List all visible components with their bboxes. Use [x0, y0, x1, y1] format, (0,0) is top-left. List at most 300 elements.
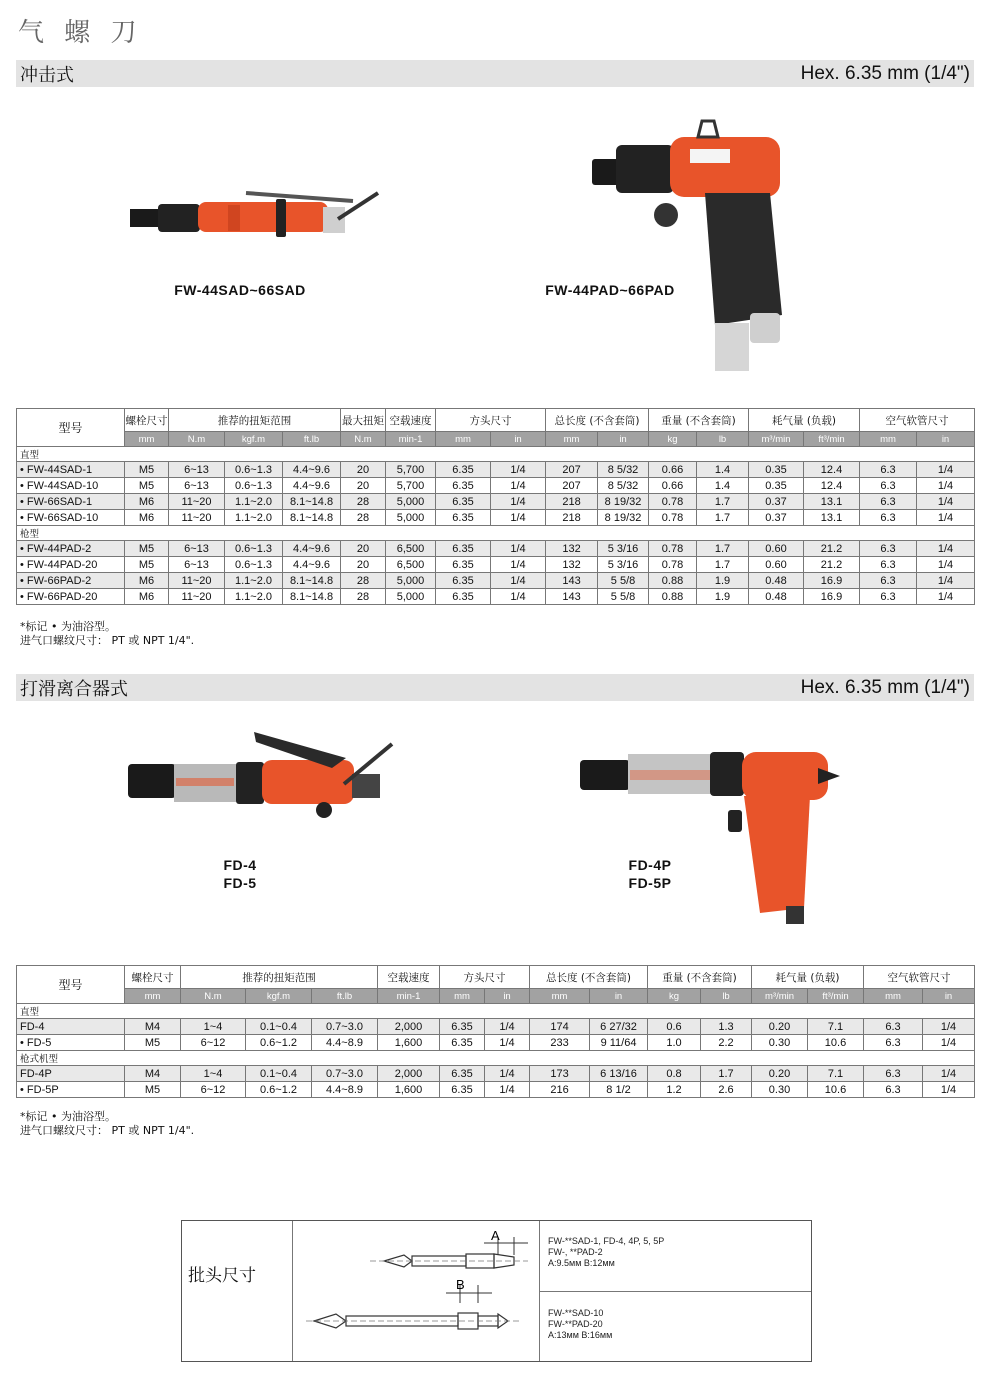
model-cell: • FD-5P — [17, 1082, 125, 1098]
table-cell: 132 — [546, 541, 598, 557]
table-cell: 5 3/16 — [598, 541, 649, 557]
table-cell: M5 — [125, 1082, 181, 1098]
table-cell: 1/4 — [923, 1066, 975, 1082]
tool-caption: FW-44PAD~66PAD — [545, 282, 675, 298]
model-cell: • FW-44SAD-10 — [17, 478, 125, 494]
table-cell: 0.1~0.4 — [246, 1066, 312, 1082]
group-label: 直型 — [17, 1004, 975, 1019]
hex-size: Hex. 6.35 mm (1/4") — [800, 62, 970, 84]
table-cell: M4 — [125, 1019, 181, 1035]
table-cell: 0.35 — [749, 478, 804, 494]
table-cell: M5 — [125, 557, 169, 573]
table-cell: 0.6~1.3 — [225, 557, 283, 573]
table-cell: 0.78 — [649, 557, 697, 573]
hex-size: Hex. 6.35 mm (1/4") — [800, 676, 970, 698]
table-cell: 0.60 — [749, 557, 804, 573]
col-torque: 推荐的扭矩范围 — [169, 409, 341, 432]
table-cell: 6 27/32 — [590, 1019, 648, 1035]
table-cell: 4.4~8.9 — [312, 1082, 378, 1098]
table-cell: 6,500 — [386, 557, 436, 573]
table-cell: 28 — [341, 510, 386, 526]
model-cell: • FW-66SAD-10 — [17, 510, 125, 526]
table-cell: 4.4~9.6 — [283, 557, 341, 573]
table-cell: 1/4 — [485, 1019, 530, 1035]
footnote: *标记 • 为油浴型。 — [20, 1110, 116, 1123]
table-row — [17, 462, 975, 478]
table-cell: M6 — [125, 494, 169, 510]
table-cell: 11~20 — [169, 494, 225, 510]
table-row — [17, 1082, 975, 1098]
table-cell: 1.7 — [697, 494, 749, 510]
table-cell: 1/4 — [923, 1035, 975, 1051]
table-cell: 1~4 — [181, 1066, 246, 1082]
unit-cell: in — [491, 432, 546, 447]
table-cell: 1.4 — [697, 478, 749, 494]
table-cell: 1/4 — [917, 589, 975, 605]
unit-cell: ft³/min — [804, 432, 860, 447]
table-cell: 1.1~2.0 — [225, 510, 283, 526]
table-cell: 0.30 — [752, 1082, 808, 1098]
table-cell: 8.1~14.8 — [283, 573, 341, 589]
table-cell: 8 1/2 — [590, 1082, 648, 1098]
table-cell: 6.35 — [436, 478, 491, 494]
col-square: 方头尺寸 — [440, 966, 530, 989]
table-cell: 6.3 — [860, 494, 917, 510]
bit-spec-line: A:9.5мм B:12мм — [548, 1258, 615, 1268]
unit-cell: ft.lb — [283, 432, 341, 447]
table-cell: 5 3/16 — [598, 557, 649, 573]
footnote: 进气口螺纹尺寸： PT 或 NPT 1/4". — [20, 634, 195, 647]
table-cell: 12.4 — [804, 478, 860, 494]
table-cell: 1/4 — [491, 573, 546, 589]
unit-cell: m³/min — [749, 432, 804, 447]
tool-caption: FD-4 — [223, 857, 257, 873]
table-cell: 1.1~2.0 — [225, 494, 283, 510]
dim-b-label: B — [456, 1277, 465, 1292]
model-cell: • FW-44PAD-2 — [17, 541, 125, 557]
table-cell: 0.6~1.2 — [246, 1035, 312, 1051]
table-cell: M5 — [125, 478, 169, 494]
table-cell: 7.1 — [808, 1066, 864, 1082]
table-cell: 5,000 — [386, 573, 436, 589]
table-row — [17, 510, 975, 526]
table-cell: 1.7 — [697, 541, 749, 557]
table-cell: 8.1~14.8 — [283, 510, 341, 526]
table-cell: 4.4~9.6 — [283, 478, 341, 494]
table-cell: 8 19/32 — [598, 510, 649, 526]
table-cell: 6~13 — [169, 478, 225, 494]
model-cell: • FW-44PAD-20 — [17, 557, 125, 573]
table-cell: 8.1~14.8 — [283, 589, 341, 605]
table-row — [17, 589, 975, 605]
table-cell: 0.6 — [648, 1019, 701, 1035]
table-cell: 6.3 — [864, 1082, 923, 1098]
table-cell: 0.48 — [749, 573, 804, 589]
unit-cell: mm — [436, 432, 491, 447]
table-cell: 21.2 — [804, 541, 860, 557]
table-cell: 1,600 — [378, 1082, 440, 1098]
table-cell: 6.35 — [440, 1019, 485, 1035]
col-weight: 重量 (不含套筒) — [648, 966, 752, 989]
table-cell: 1/4 — [923, 1082, 975, 1098]
model-cell: • FW-66PAD-2 — [17, 573, 125, 589]
table-cell: 1~4 — [181, 1019, 246, 1035]
table-cell: 2,000 — [378, 1066, 440, 1082]
table-cell: 0.30 — [752, 1035, 808, 1051]
unit-cell: in — [485, 989, 530, 1004]
model-cell: • FW-44SAD-1 — [17, 462, 125, 478]
table-cell: 9 11/64 — [590, 1035, 648, 1051]
col-length: 总长度 (不含套筒) — [530, 966, 648, 989]
col-model: 型号 — [17, 409, 125, 447]
table-cell: 143 — [546, 573, 598, 589]
table-cell: 0.60 — [749, 541, 804, 557]
table-cell: 6.3 — [860, 478, 917, 494]
table-cell: 11~20 — [169, 573, 225, 589]
unit-cell: min-1 — [378, 989, 440, 1004]
table-cell: 6~13 — [169, 462, 225, 478]
table-cell: 16.9 — [804, 589, 860, 605]
pistol-impact-tool-image — [590, 115, 790, 375]
table-cell: 0.78 — [649, 541, 697, 557]
table-cell: 0.20 — [752, 1066, 808, 1082]
table-cell: 4.4~9.6 — [283, 462, 341, 478]
table-cell: 6.35 — [436, 494, 491, 510]
table-cell: 2.6 — [701, 1082, 752, 1098]
clutch-spec-table — [16, 965, 975, 1098]
straight-impact-tool-image — [128, 185, 383, 245]
unit-cell: m³/min — [752, 989, 808, 1004]
unit-cell: kgf.m — [225, 432, 283, 447]
table-cell: 20 — [341, 541, 386, 557]
bit-spec-line: FW-, **PAD-2 — [548, 1247, 603, 1257]
table-cell: 6.3 — [864, 1019, 923, 1035]
tool-caption: FD-5P — [628, 875, 672, 891]
footnote: *标记 • 为油浴型。 — [20, 620, 116, 633]
unit-cell: in — [590, 989, 648, 1004]
table-cell: 207 — [546, 478, 598, 494]
table-cell: 1/4 — [491, 541, 546, 557]
table-cell: 5 5/8 — [598, 589, 649, 605]
table-cell: 1/4 — [923, 1019, 975, 1035]
table-cell: 12.4 — [804, 462, 860, 478]
section-title: 打滑离合器式 — [20, 678, 128, 700]
dim-a-label: A — [491, 1228, 500, 1243]
unit-cell: kgf.m — [246, 989, 312, 1004]
unit-cell: N.m — [181, 989, 246, 1004]
table-cell: M4 — [125, 1066, 181, 1082]
table-cell: 28 — [341, 589, 386, 605]
table-cell: 0.88 — [649, 573, 697, 589]
table-cell: 6.3 — [864, 1035, 923, 1051]
table-cell: 1/4 — [485, 1066, 530, 1082]
table-cell: 0.6~1.2 — [246, 1082, 312, 1098]
table-cell: 0.78 — [649, 494, 697, 510]
table-cell: 6.35 — [436, 510, 491, 526]
table-cell: 7.1 — [808, 1019, 864, 1035]
section-impact-bar — [16, 60, 974, 87]
table-cell: 132 — [546, 557, 598, 573]
bit-spec-line: A:13мм B:16мм — [548, 1330, 613, 1340]
col-speed: 空载速度 — [378, 966, 440, 989]
table-cell: 1.1~2.0 — [225, 573, 283, 589]
table-cell: 11~20 — [169, 510, 225, 526]
unit-cell: mm — [530, 989, 590, 1004]
table-cell: 1.7 — [697, 510, 749, 526]
unit-cell: in — [917, 432, 975, 447]
table-cell: 1.4 — [697, 462, 749, 478]
page-title: 气 螺 刀 — [18, 18, 143, 48]
table-cell: 6.3 — [860, 557, 917, 573]
table-cell: 5,700 — [386, 462, 436, 478]
unit-cell: in — [598, 432, 649, 447]
unit-cell: lb — [697, 432, 749, 447]
table-cell: M5 — [125, 462, 169, 478]
table-cell: 1/4 — [485, 1082, 530, 1098]
col-square: 方头尺寸 — [436, 409, 546, 432]
table-cell: 8.1~14.8 — [283, 494, 341, 510]
bit-diagram — [300, 1225, 532, 1357]
table-cell: 1/4 — [491, 557, 546, 573]
table-cell: 6.3 — [860, 510, 917, 526]
table-cell: 0.37 — [749, 510, 804, 526]
col-model: 型号 — [17, 966, 125, 1004]
unit-cell: mm — [546, 432, 598, 447]
tool-caption: FW-44SAD~66SAD — [174, 282, 306, 298]
table-cell: 1.7 — [697, 557, 749, 573]
bit-spec-line: FW-**PAD-20 — [548, 1319, 603, 1329]
table-cell: 20 — [341, 557, 386, 573]
table-cell: 6.3 — [860, 573, 917, 589]
table-cell: 1/4 — [491, 510, 546, 526]
table-cell: 233 — [530, 1035, 590, 1051]
table-cell: 11~20 — [169, 589, 225, 605]
table-cell: 0.7~3.0 — [312, 1019, 378, 1035]
table-cell: 1/4 — [917, 510, 975, 526]
group-label: 枪式机型 — [17, 1051, 975, 1066]
table-cell: 20 — [341, 478, 386, 494]
table-cell: 207 — [546, 462, 598, 478]
section-clutch-bar — [16, 674, 974, 701]
col-bolt: 螺栓尺寸 — [125, 966, 181, 989]
table-cell: 6.35 — [436, 541, 491, 557]
table-cell: M6 — [125, 589, 169, 605]
unit-cell: N.m — [341, 432, 386, 447]
unit-cell: N.m — [169, 432, 225, 447]
impact-spec-table — [16, 408, 975, 605]
table-cell: 2,000 — [378, 1019, 440, 1035]
table-cell: 1.0 — [648, 1035, 701, 1051]
table-cell: 28 — [341, 494, 386, 510]
table-row — [17, 541, 975, 557]
table-cell: 5,700 — [386, 478, 436, 494]
table-cell: 5,000 — [386, 589, 436, 605]
table-row — [17, 1035, 975, 1051]
table-cell: 6~13 — [169, 541, 225, 557]
table-cell: 0.6~1.3 — [225, 462, 283, 478]
table-cell: 6,500 — [386, 541, 436, 557]
bit-size-box — [181, 1220, 812, 1362]
unit-cell: ft³/min — [808, 989, 864, 1004]
col-hose: 空气软管尺寸 — [860, 409, 975, 432]
table-cell: 1/4 — [491, 494, 546, 510]
table-cell: 6.3 — [860, 462, 917, 478]
table-cell: 143 — [546, 589, 598, 605]
unit-cell: mm — [860, 432, 917, 447]
table-cell: 173 — [530, 1066, 590, 1082]
table-cell: 1/4 — [917, 478, 975, 494]
table-cell: 6~12 — [181, 1082, 246, 1098]
model-cell: FD-4P — [17, 1066, 125, 1082]
table-cell: 5 5/8 — [598, 573, 649, 589]
table-cell: 28 — [341, 573, 386, 589]
unit-cell: mm — [440, 989, 485, 1004]
unit-cell: ft.lb — [312, 989, 378, 1004]
table-cell: 0.66 — [649, 478, 697, 494]
col-weight: 重量 (不含套筒) — [649, 409, 749, 432]
table-cell: 8 19/32 — [598, 494, 649, 510]
table-cell: 20 — [341, 462, 386, 478]
table-cell: 6.35 — [440, 1035, 485, 1051]
col-length: 总长度 (不含套筒) — [546, 409, 649, 432]
table-cell: 6.3 — [864, 1066, 923, 1082]
unit-cell: mm — [864, 989, 923, 1004]
table-row — [17, 1066, 975, 1082]
table-cell: 1/4 — [485, 1035, 530, 1051]
table-cell: 13.1 — [804, 510, 860, 526]
table-cell: 1/4 — [491, 462, 546, 478]
table-cell: 0.8 — [648, 1066, 701, 1082]
table-cell: 4.4~8.9 — [312, 1035, 378, 1051]
table-cell: 21.2 — [804, 557, 860, 573]
unit-cell: kg — [649, 432, 697, 447]
table-cell: M6 — [125, 573, 169, 589]
table-cell: 218 — [546, 510, 598, 526]
table-cell: 6.35 — [440, 1082, 485, 1098]
table-cell: 1.7 — [701, 1066, 752, 1082]
col-speed: 空载速度 — [386, 409, 436, 432]
table-cell: 16.9 — [804, 573, 860, 589]
table-cell: 6.35 — [436, 462, 491, 478]
unit-cell: lb — [701, 989, 752, 1004]
col-max-torque: 最大扭矩 — [341, 409, 386, 432]
col-bolt: 螺栓尺寸 — [125, 409, 169, 432]
col-air: 耗气量 (负载) — [749, 409, 860, 432]
table-cell: 13.1 — [804, 494, 860, 510]
table-cell: 8 5/32 — [598, 478, 649, 494]
table-cell: M6 — [125, 510, 169, 526]
table-cell: 1/4 — [917, 541, 975, 557]
table-cell: 6.35 — [436, 589, 491, 605]
table-cell: 0.20 — [752, 1019, 808, 1035]
table-cell: 10.6 — [808, 1035, 864, 1051]
table-cell: 0.6~1.3 — [225, 478, 283, 494]
model-cell: • FD-5 — [17, 1035, 125, 1051]
table-cell: 0.66 — [649, 462, 697, 478]
table-cell: 1.2 — [648, 1082, 701, 1098]
table-cell: 8 5/32 — [598, 462, 649, 478]
table-cell: 5,000 — [386, 494, 436, 510]
table-cell: 174 — [530, 1019, 590, 1035]
table-cell: 6~13 — [169, 557, 225, 573]
table-cell: 6.3 — [860, 589, 917, 605]
table-cell: 6.3 — [860, 541, 917, 557]
unit-cell: mm — [125, 989, 181, 1004]
bit-size-label: 批头尺寸 — [188, 1266, 256, 1286]
footnote: 进气口螺纹尺寸： PT 或 NPT 1/4". — [20, 1124, 195, 1137]
model-cell: • FW-66PAD-20 — [17, 589, 125, 605]
table-cell: 6.35 — [436, 557, 491, 573]
table-cell: 1/4 — [491, 478, 546, 494]
pistol-clutch-tool-image — [578, 748, 843, 928]
col-air: 耗气量 (负载) — [752, 966, 864, 989]
table-cell: 2.2 — [701, 1035, 752, 1051]
table-cell: 0.35 — [749, 462, 804, 478]
table-row — [17, 573, 975, 589]
model-cell: FD-4 — [17, 1019, 125, 1035]
table-cell: 6.35 — [436, 573, 491, 589]
table-cell: 1.3 — [701, 1019, 752, 1035]
table-cell: 218 — [546, 494, 598, 510]
table-cell: 0.1~0.4 — [246, 1019, 312, 1035]
table-row — [17, 557, 975, 573]
unit-cell: in — [923, 989, 975, 1004]
table-cell: 0.6~1.3 — [225, 541, 283, 557]
unit-cell: min-1 — [386, 432, 436, 447]
table-cell: 0.88 — [649, 589, 697, 605]
table-cell: M5 — [125, 1035, 181, 1051]
col-hose: 空气软管尺寸 — [864, 966, 975, 989]
unit-cell: kg — [648, 989, 701, 1004]
table-cell: 1.1~2.0 — [225, 589, 283, 605]
table-cell: 6~12 — [181, 1035, 246, 1051]
straight-clutch-tool-image — [126, 728, 398, 823]
table-row — [17, 478, 975, 494]
table-cell: 1/4 — [917, 494, 975, 510]
table-cell: M5 — [125, 541, 169, 557]
table-cell: 1/4 — [917, 462, 975, 478]
bit-spec-line: FW-**SAD-10 — [548, 1308, 604, 1318]
table-cell: 1.9 — [697, 589, 749, 605]
table-cell: 1/4 — [917, 557, 975, 573]
table-cell: 6.35 — [440, 1066, 485, 1082]
section-title: 冲击式 — [20, 64, 74, 86]
unit-cell: mm — [125, 432, 169, 447]
table-cell: 1,600 — [378, 1035, 440, 1051]
table-cell: 1/4 — [491, 589, 546, 605]
table-cell: 0.37 — [749, 494, 804, 510]
table-cell: 5,000 — [386, 510, 436, 526]
tool-caption: FD-5 — [223, 875, 257, 891]
table-cell: 1.9 — [697, 573, 749, 589]
bit-spec-line: FW-**SAD-1, FD-4, 4P, 5, 5P — [548, 1236, 665, 1246]
table-cell: 0.48 — [749, 589, 804, 605]
table-cell: 10.6 — [808, 1082, 864, 1098]
table-cell: 0.78 — [649, 510, 697, 526]
group-label: 直型 — [17, 447, 975, 462]
table-cell: 4.4~9.6 — [283, 541, 341, 557]
table-row — [17, 494, 975, 510]
table-row — [17, 1019, 975, 1035]
table-cell: 0.7~3.0 — [312, 1066, 378, 1082]
table-cell: 6 13/16 — [590, 1066, 648, 1082]
tool-caption: FD-4P — [628, 857, 672, 873]
model-cell: • FW-66SAD-1 — [17, 494, 125, 510]
col-torque: 推荐的扭矩范围 — [181, 966, 378, 989]
group-label: 枪型 — [17, 526, 975, 541]
table-cell: 1/4 — [917, 573, 975, 589]
table-cell: 216 — [530, 1082, 590, 1098]
